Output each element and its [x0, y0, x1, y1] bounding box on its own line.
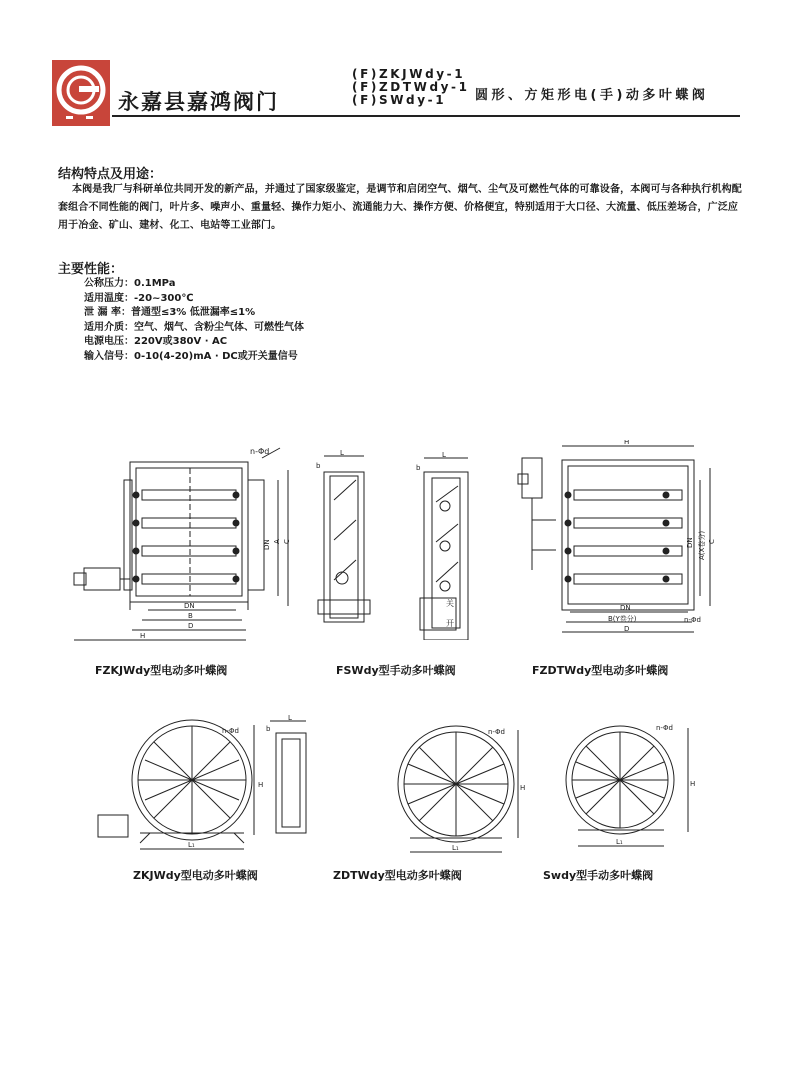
drawing-swdy — [560, 720, 700, 860]
label-h: H — [258, 781, 264, 789]
label-dn: DN — [184, 602, 195, 610]
label-d: D — [188, 622, 194, 630]
label-n-phi-d: n-Φd — [222, 727, 239, 735]
model-code: (F)ZKJWdy-1 — [352, 67, 466, 81]
label-b-small: b — [416, 464, 421, 472]
label-d: D — [624, 625, 630, 633]
caption-fzdtwdy: FZDTWdy型电动多叶蝶阀 — [532, 664, 669, 677]
company-logo — [52, 60, 110, 126]
header-rule — [112, 115, 740, 117]
drawing-fzdtwdy — [512, 440, 732, 640]
label-l: L — [442, 451, 446, 459]
caption-swdy: Swdy型手动多叶蝶阀 — [543, 869, 654, 882]
label-l: L — [340, 450, 344, 457]
drawing-fzkjwdy — [70, 440, 310, 650]
caption-fswdy: FSWdy型手动多叶蝶阀 — [336, 664, 456, 677]
model-list — [352, 68, 470, 107]
company-name: 永嘉县嘉鸿阀门 — [118, 90, 279, 114]
drawing-zkjwdy — [90, 715, 340, 855]
label-dn: DN — [620, 604, 631, 612]
spec-item: 适用温度：-20~300℃ — [84, 292, 194, 304]
label-a-x: A(X卷分) — [698, 530, 706, 560]
label-open: 开 — [446, 619, 454, 628]
label-dn: DN — [686, 537, 694, 548]
label-l1: L₁ — [616, 838, 623, 846]
label-l1: L₁ — [188, 841, 195, 849]
label-h: H — [624, 440, 630, 446]
drawing-fswdy — [312, 450, 502, 640]
label-n-phi-d: n-Φd — [250, 447, 270, 456]
label-b: B — [188, 612, 193, 620]
label-b-y: B(Y卷分) — [608, 615, 637, 623]
spec-item: 泄 漏 率：普通型≤3% 低泄漏率≤1% — [84, 307, 256, 318]
drawing-zdtwdy — [390, 720, 530, 860]
label-n-phi-d: n-Φd — [488, 728, 505, 736]
label-dn: DN — [263, 539, 271, 550]
spec-item: 电源电压：220V或380V · AC — [84, 336, 228, 347]
features-heading: 结构特点及用途： — [58, 167, 163, 182]
label-close: 关 — [446, 599, 454, 608]
model-code: (F)SWdy-1 — [352, 93, 447, 107]
performance-list — [84, 277, 304, 364]
label-c: C — [708, 539, 716, 544]
caption-zdtwdy: ZDTWdy型电动多叶蝶阀 — [333, 869, 462, 882]
spec-item: 输入信号：0-10(4-20)mA · DC或开关量信号 — [84, 350, 298, 362]
label-h: H — [140, 632, 146, 640]
label-h: H — [520, 784, 526, 792]
label-b-small: b — [316, 462, 321, 470]
spec-item: 公称压力：0.1MPa — [84, 278, 176, 289]
features-text: 本阀是我厂与科研单位共同开发的新产品，并通过了国家级鉴定，是调节和启闭空气、烟气、尘气及可燃性气体的可靠设备，本阀可与各种执行机构配套组合不同性能的阀门，叶片多、噪声小、重量轻、操作力矩小、流通能力大、操作方便、价格便宜，特别适用于大口径、大流量、低压差场合，广泛应用于冶金、矿山、建材、化工、电站等工业部门。 — [58, 184, 742, 231]
label-h: H — [690, 780, 696, 788]
performance-heading: 主要性能： — [58, 262, 124, 277]
caption-zkjwdy: ZKJWdy型电动多叶蝶阀 — [133, 869, 258, 882]
label-b-small: b — [266, 725, 271, 733]
label-a: A — [273, 539, 281, 544]
model-code: (F)ZDTWdy-1 — [352, 80, 470, 94]
label-c: C — [283, 539, 291, 544]
product-title: 圆形、方矩形电(手)动多叶蝶阀 — [475, 88, 709, 103]
label-n-phi-d: n-Φd — [684, 616, 701, 624]
spec-item: 适用介质：空气、烟气、含粉尘气体、可燃性气体 — [84, 321, 304, 333]
label-l1: L₁ — [452, 844, 459, 852]
caption-fzkjwdy: FZKJWdy型电动多叶蝶阀 — [95, 664, 228, 677]
label-n-phi-d: n-Φd — [656, 724, 673, 732]
label-l: L — [288, 715, 292, 722]
